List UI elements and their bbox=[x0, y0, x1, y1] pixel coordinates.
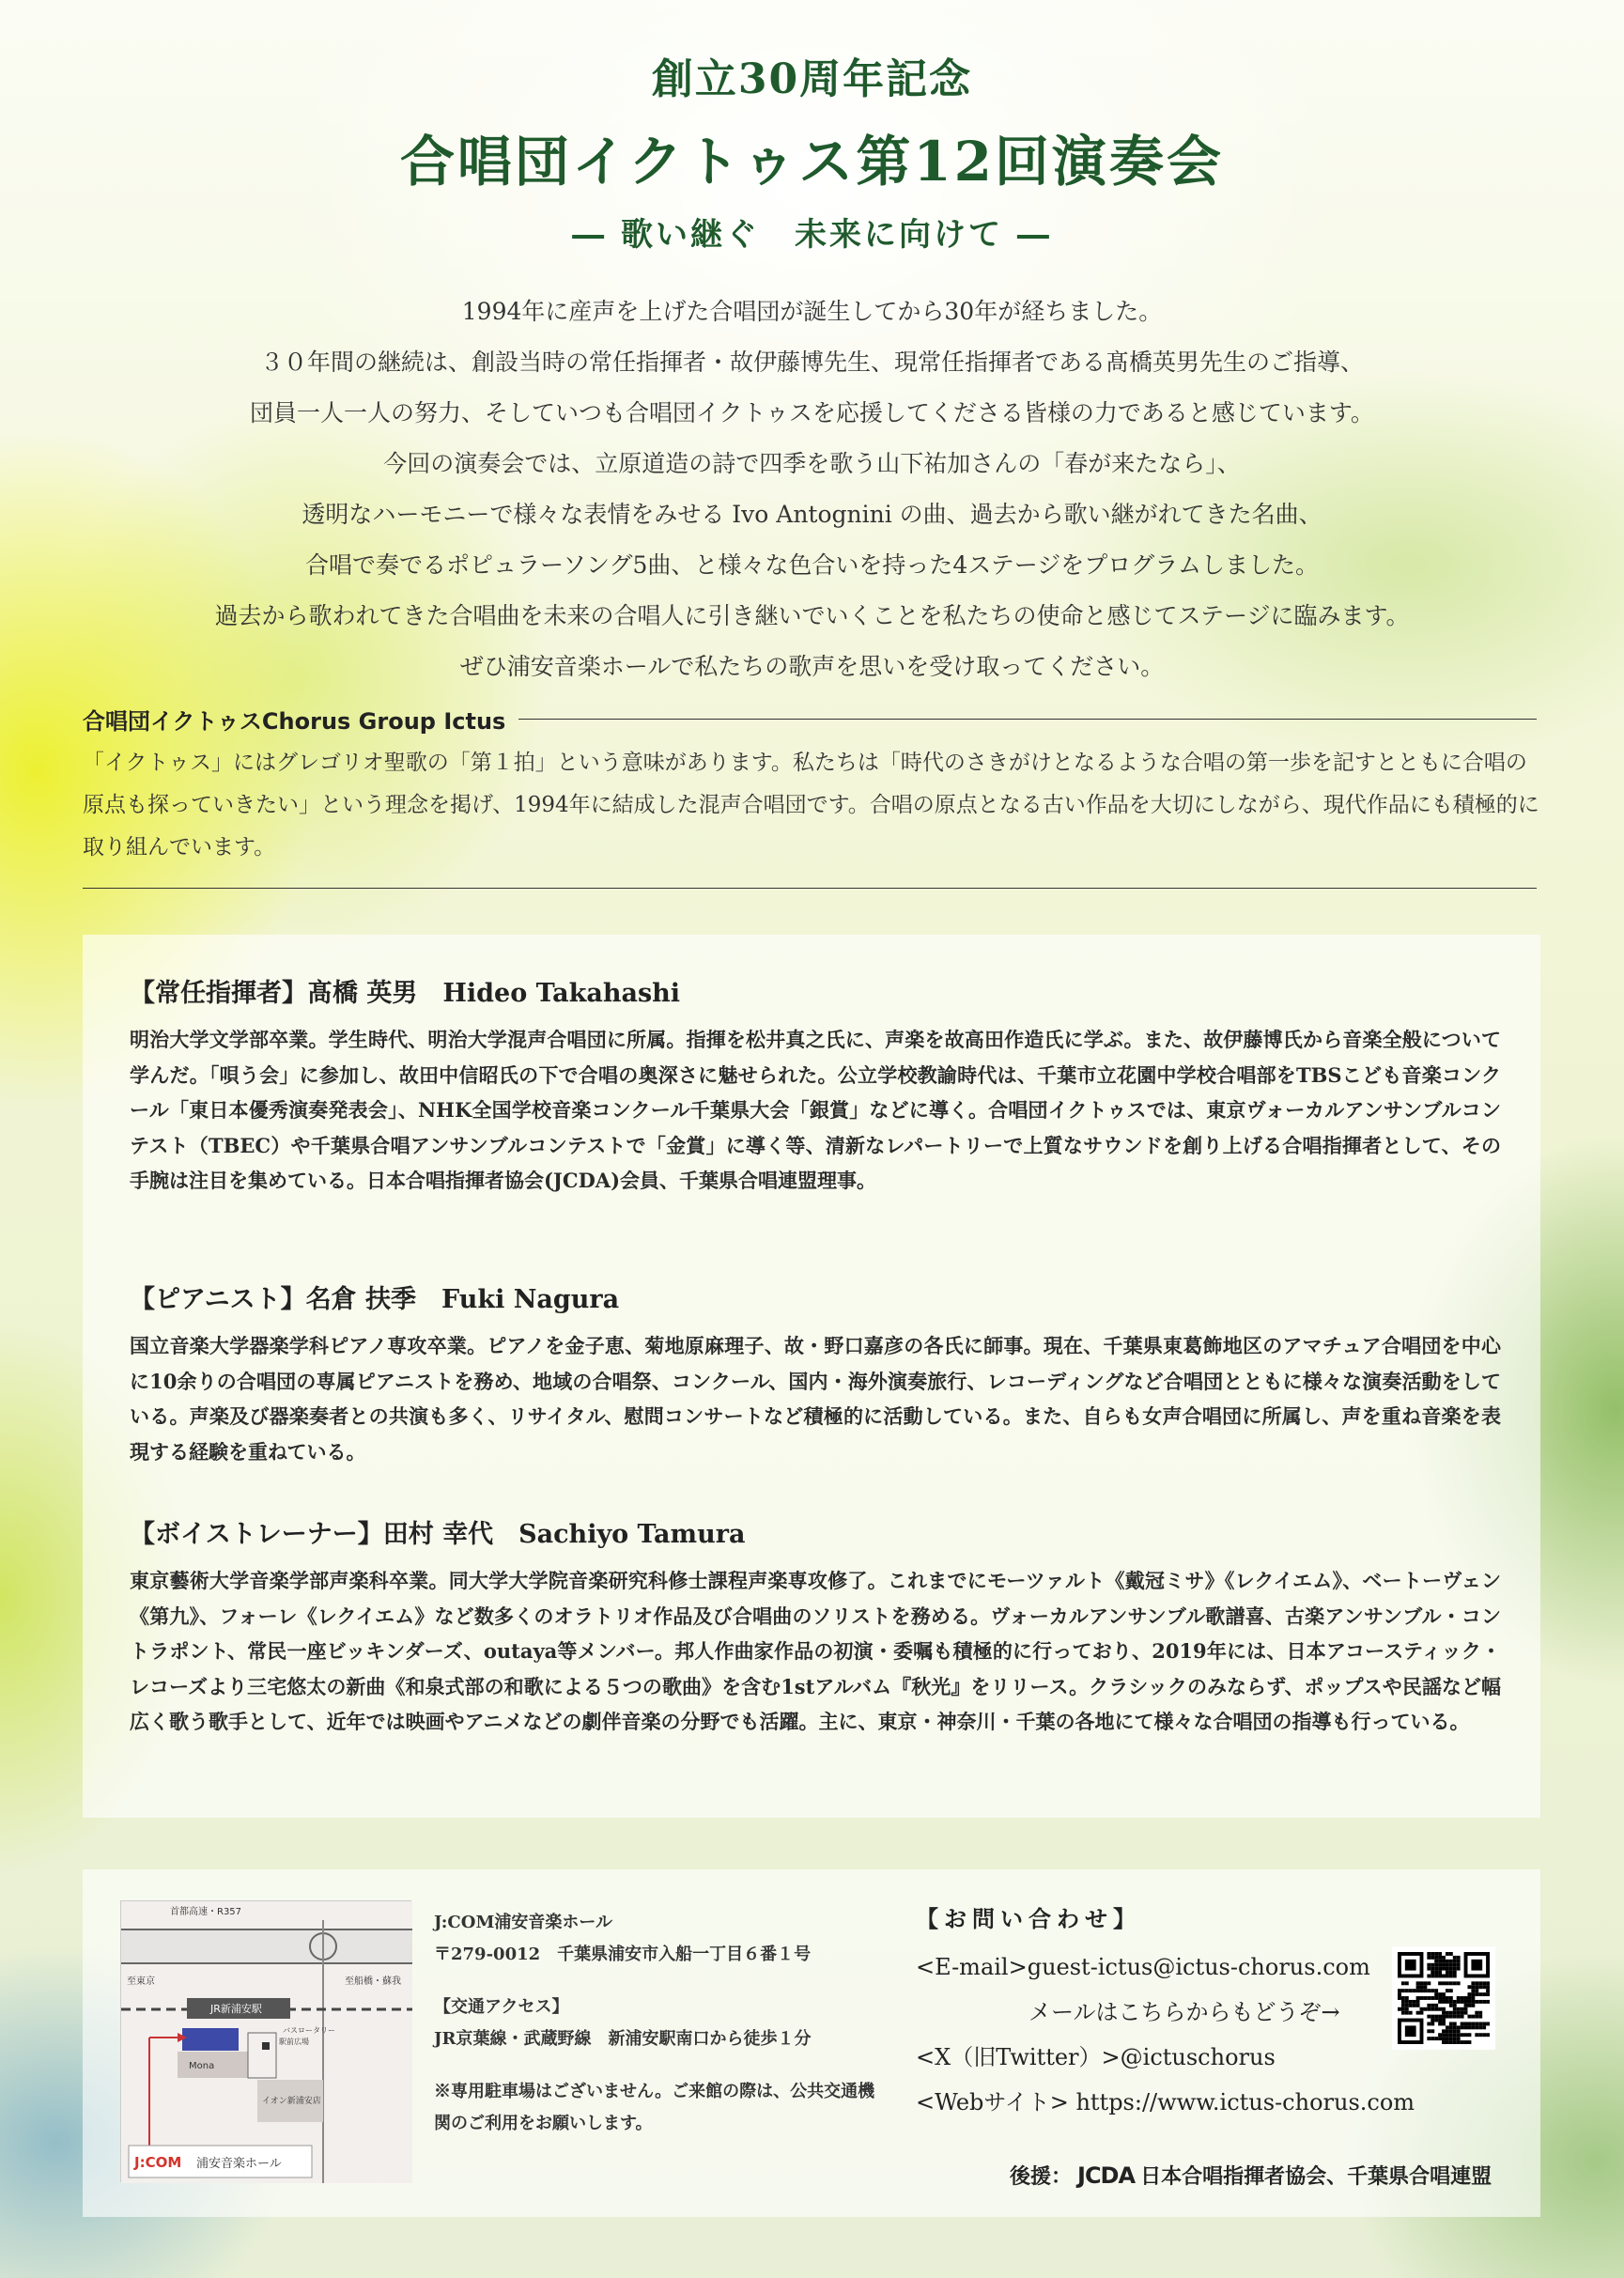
parking-note: ※専用駐車場はございません。ご来館の際は、公共交通機関のご利用をお願いします。 bbox=[434, 2082, 875, 2133]
map-road-label: 首都高速・R357 bbox=[170, 1907, 242, 1917]
concert-title: 合唱団イクトゥス第12回演奏会 bbox=[399, 130, 1225, 194]
venue-info bbox=[434, 1907, 875, 2140]
qr-code-icon[interactable] bbox=[1392, 1946, 1495, 2050]
intro-line: ぜひ浦安音楽ホールで私たちの歌声を思いを受け取ってください。 bbox=[459, 653, 1165, 680]
intro-line: 過去から歌われてきた合唱曲を未来の合唱人に引き継いでいくことを私たちの使命と感じてステージに臨みます。 bbox=[214, 602, 1410, 629]
contact-title: 【お問い合わせ】 bbox=[916, 1905, 1141, 1932]
profile-text: 国立音楽大学器楽学科ピアノ専攻卒業。ピアノを金子恵、菊地原麻理子、故・野口嘉彦の各氏に師事。現在、千葉県東葛飾地区のアマチュア合唱団を中心に10余りの合唱団の専属ピアニストを務め、地域の合唱祭、コンクール、国内・海外演奏旅行、レコーディングなど合唱団とともに様々な演奏活動をしている。声楽及び器楽奏者との共演も多く、リサイタル、慰問コンサートなど積極的に活動している。また、自らも女声合唱団に所属し、声を重ね音楽を表現する経験を重ねている。 bbox=[130, 1334, 1501, 1464]
profile-text: 東京藝術大学音楽学部声楽科卒業。同大学大学院音楽研究科修士課程声楽専攻修了。これまでにモーツァルト《戴冠ミサ》《レクイエム》、ベートーヴェン《第九》、フォーレ《レクイエム》など数多くのオラトリオ作品及び合唱曲のソリストを務める。ヴォーカルアンサンブル歌譜喜、古楽アンサンブル・コントラポント、常民一座ビッキンダーズ、outaya等メンバー。邦人作曲家作品の初演・委嘱も積極的に行っており、2019年には、日本アコースティック・レコーズより三宅悠太の新曲《和泉式部の和歌による５つの歌曲》を含む1stアルバム『秋光』をリリース。クラシックのみならず、ポップスや民謡など幅広く歌う歌手として、近年では映画やアニメなどの劇伴音楽の分野でも活躍。主に、東京・神奈川・千葉の各地にて様々な合唱団の指導も行っている。 bbox=[130, 1569, 1501, 1733]
intro-line: 団員一人一人の努力、そしていつも合唱団イクトゥスを応援してくださる皆様の力であると感じています。 bbox=[250, 399, 1374, 426]
venue-address: 〒279-0012 千葉県浦安市入船一丁目６番１号 bbox=[434, 1945, 812, 1964]
sponsor-prefix: 後援： bbox=[1010, 2164, 1073, 2189]
intro-line: 合唱で奏でるポピュラーソング5曲、と様々な色合いを持った4ステージをプログラムしました。 bbox=[304, 551, 1320, 579]
map-plaza-label: 駅前広場 bbox=[279, 2038, 309, 2046]
contact-email-note: メールはこちらからもどうぞ→ bbox=[1029, 1999, 1340, 2025]
anniversary-heading: 創立30周年記念 bbox=[651, 55, 973, 103]
divider bbox=[83, 888, 1537, 889]
contact-website[interactable]: <Webサイト> https://www.ictus-chorus.com bbox=[916, 2089, 1415, 2115]
contact-x[interactable]: <X（旧Twitter）>@ictuschorus bbox=[916, 2044, 1276, 2070]
about-heading bbox=[83, 703, 1537, 736]
divider bbox=[518, 719, 1537, 720]
sponsor-text: 日本合唱指揮者協会、千葉県合唱連盟 bbox=[1140, 2164, 1493, 2189]
map-graphic bbox=[121, 1901, 412, 2183]
profiles-panel bbox=[83, 935, 1540, 1818]
access-title: 【交通アクセス】 bbox=[434, 1997, 569, 2017]
map-hall-name: 浦安音楽ホール bbox=[196, 2157, 282, 2171]
intro-line: 今回の演奏会では、立原道造の詩で四季を歌う山下祐加さんの「春が来たなら」、 bbox=[383, 450, 1241, 477]
venue-name: J:COM浦安音楽ホール bbox=[434, 1913, 613, 1932]
map-bus-label: バスロータリー bbox=[283, 2026, 335, 2035]
intro-line: ３０年間の継続は、創設当時の常任指揮者・故伊藤博先生、現常任指揮者である髙橋英男先生のご指導、 bbox=[259, 349, 1364, 376]
map-station-label: JR新浦安駅 bbox=[210, 2003, 262, 2015]
profile-voice-trainer bbox=[130, 1513, 1501, 1740]
map-direction-right: 至船橋・蘇我 bbox=[345, 1976, 401, 1987]
intro-message bbox=[0, 287, 1624, 692]
access-text: JR京葉線・武蔵野線 新浦安駅南口から徒歩１分 bbox=[434, 2029, 812, 2049]
profile-pianist bbox=[130, 1278, 1501, 1469]
qr-code-graphic bbox=[1398, 1952, 1490, 2044]
profile-conductor bbox=[130, 972, 1501, 1199]
intro-line: 透明なハーモニーで様々な表情をみせる Ivo Antognini の曲、過去から歌い継がれてきた名曲、 bbox=[302, 501, 1322, 528]
concert-subtitle: ― 歌い継ぐ 未来に向けて ― bbox=[572, 216, 1052, 254]
intro-line: 1994年に産声を上げた合唱団が誕生してから30年が経ちました。 bbox=[461, 298, 1163, 325]
jcda-logo: JCDA bbox=[1077, 2162, 1136, 2189]
map-direction-left: 至東京 bbox=[127, 1976, 155, 1987]
map-aeon-label: イオン新浦安店 bbox=[262, 2097, 321, 2106]
about-text: 「イクトゥス」にはグレゴリオ聖歌の「第１拍」という意味があります。私たちは「時代のさきがけとなるような合唱の第一歩を記すとともに合唱の原点も探っていきたい」という理念を掲げ、1994年に結成した混声合唱団です。合唱の原点となる古い作品を大切にしながら、現代作品にも積極的に取り組んでいます。 bbox=[83, 751, 1539, 860]
map-hall-logo: J:COM bbox=[134, 2154, 182, 2171]
about-heading-text: 合唱団イクトゥスChorus Group Ictus bbox=[83, 708, 506, 735]
profile-heading: 【常任指揮者】髙橋 英男 Hideo Takahashi bbox=[130, 979, 681, 1008]
contact-email[interactable]: <E-mail>guest-ictus@ictus-chorus.com bbox=[916, 1954, 1370, 1980]
map-mona-label: Mona bbox=[189, 2061, 215, 2071]
profile-text: 明治大学文学部卒業。学生時代、明治大学混声合唱団に所属。指揮を松井真之氏に、声楽を故高田作造氏に学ぶ。また、故伊藤博氏から音楽全般について学んだ。「唄う会」に参加し、故田中信昭氏の下で合唱の奥深さに魅せられた。公立学校教諭時代は、千葉市立花園中学校合唱部をTBSこども音楽コンクール「東日本優秀演奏発表会」、NHK全国学校音楽コンクール千葉県大会「銀賞」などに導く。合唱団イクトゥスでは、東京ヴォーカルアンサンブルコンテスト（TBEC）や千葉県合唱アンサンブルコンテストで「金賞」に導く等、清新なレパートリーで上質なサウンドを創り上げる合唱指揮者として、その手腕は注目を集めている。日本合唱指揮者協会(JCDA)会員、千葉県合唱連盟理事。 bbox=[130, 1028, 1501, 1192]
sponsor-line bbox=[1010, 2161, 1492, 2190]
access-map bbox=[120, 1900, 411, 2182]
profile-heading: 【ボイストレーナー】田村 幸代 Sachiyo Tamura bbox=[130, 1520, 746, 1549]
profile-heading: 【ピアニスト】名倉 扶季 Fuki Nagura bbox=[130, 1285, 620, 1314]
